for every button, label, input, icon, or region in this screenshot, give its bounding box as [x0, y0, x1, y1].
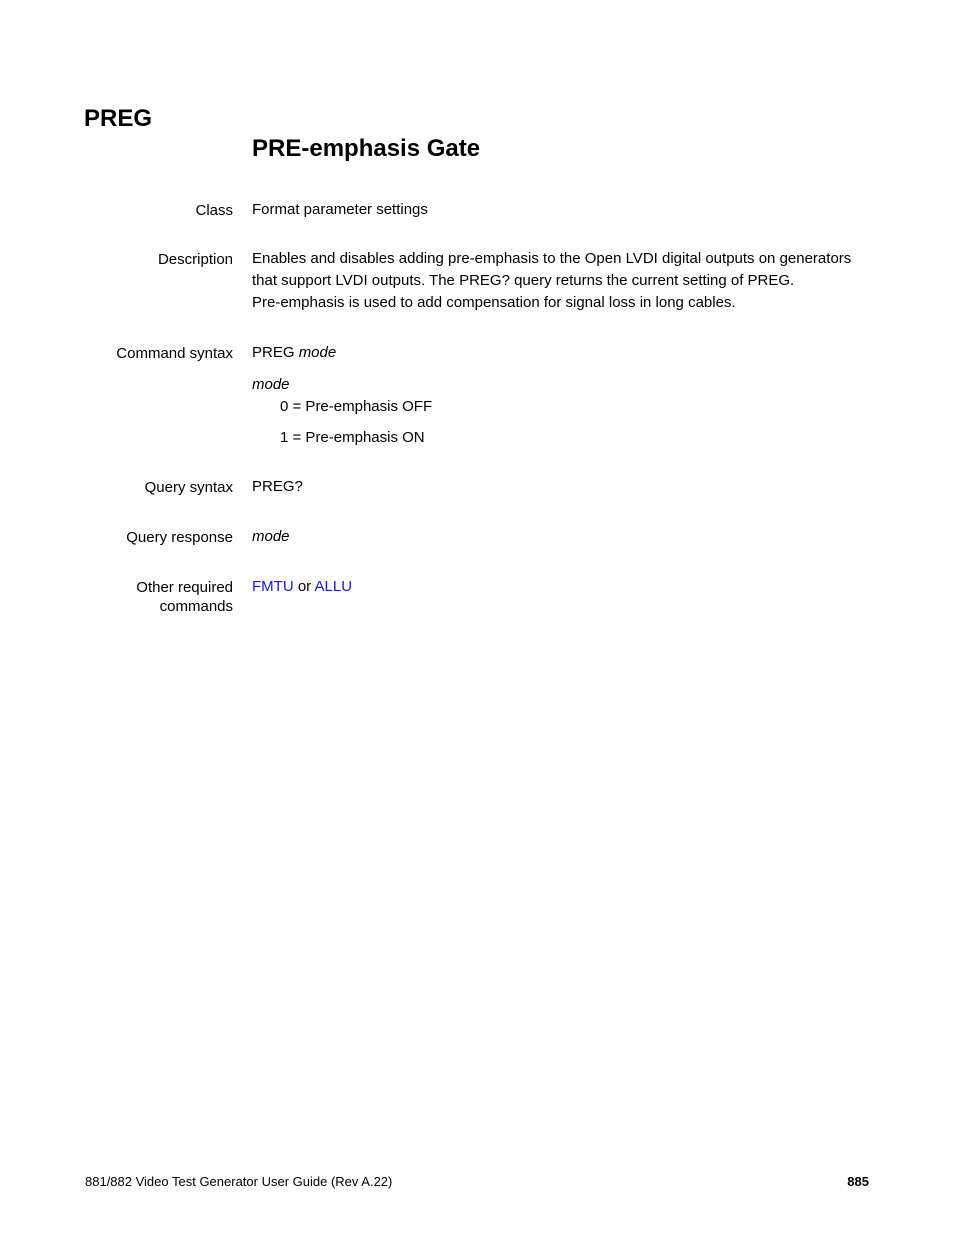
- param-name: mode: [252, 376, 290, 393]
- allu-link[interactable]: ALLU: [314, 578, 353, 595]
- other-required-label-line: commands: [159, 598, 233, 615]
- class-value: Format parameter settings: [252, 201, 428, 218]
- other-required-value: [252, 576, 882, 598]
- class-label: Class: [195, 202, 233, 219]
- syntax-param: mode: [298, 344, 337, 361]
- param-option-off: 0 = Pre-emphasis OFF: [280, 398, 433, 415]
- query-response-value: mode: [252, 528, 290, 545]
- description-line: that support LVDI outputs. The PREG? query returns the current setting of PREG.: [252, 272, 795, 289]
- query-syntax-value: PREG?: [252, 478, 303, 495]
- link-connector: or: [297, 578, 312, 595]
- param-option-on: 1 = Pre-emphasis ON: [280, 429, 425, 446]
- command-syntax-value: [252, 342, 882, 364]
- description-line: Enables and disables adding pre-emphasis to the Open LVDI digital outputs on generators: [252, 250, 852, 267]
- query-response-label: Query response: [126, 529, 233, 546]
- command-name: PREG: [84, 105, 153, 132]
- other-required-label: [63, 578, 233, 616]
- description-text: [252, 248, 882, 314]
- query-syntax-label: Query syntax: [144, 479, 233, 496]
- description-label: Description: [157, 251, 233, 268]
- command-syntax-label: Command syntax: [116, 345, 233, 362]
- command-title: PRE-emphasis Gate: [252, 135, 481, 162]
- description-line: Pre-emphasis is used to add compensation for signal loss in long cables.: [252, 294, 736, 311]
- page-number: 885: [847, 1174, 869, 1189]
- other-required-label-line: Other required: [136, 579, 233, 596]
- footer-guide-title: 881/882 Video Test Generator User Guide (Rev A.22): [85, 1174, 393, 1189]
- fmtu-link[interactable]: FMTU: [252, 578, 294, 595]
- syntax-keyword: PREG: [252, 344, 295, 361]
